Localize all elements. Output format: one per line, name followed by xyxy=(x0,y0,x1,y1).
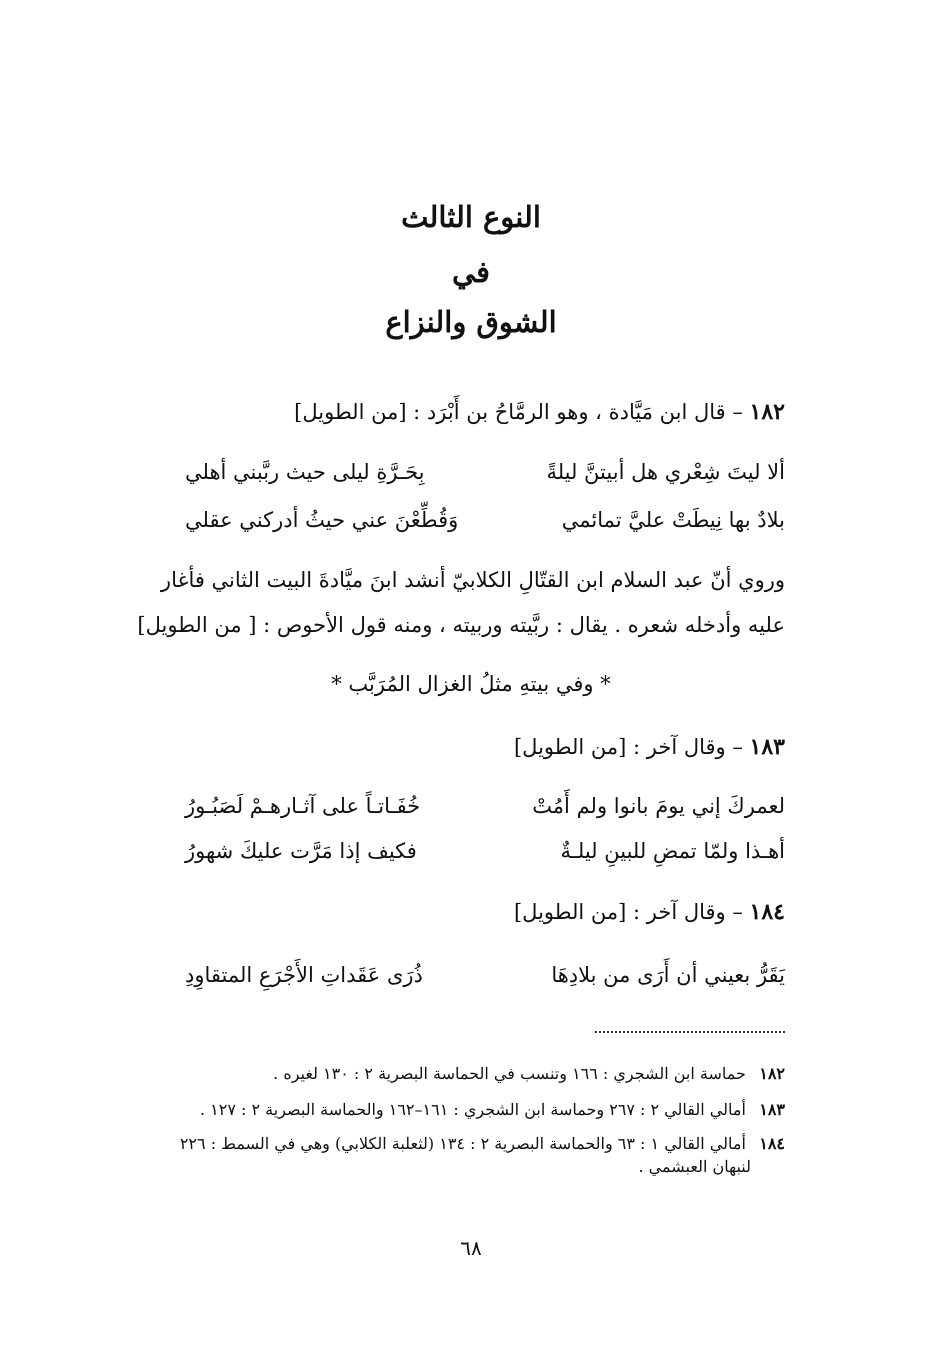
entry-number: ١٨٣ xyxy=(749,734,785,760)
verse-second-hemistich: خُفَـاتـاً على آثـارهـمْ لَصَبُـورُ xyxy=(185,794,421,818)
verse-line xyxy=(185,834,785,868)
verse-second-hemistich: فكيف إذا مَرَّت عليكَ شهورُ xyxy=(185,839,417,863)
verse-first-hemistich: لعمركَ إني يومَ بانوا ولم أَمُتْ xyxy=(532,794,785,818)
entry-number: ١٨٢ xyxy=(749,399,785,425)
verse-first-hemistich: يَقَرُّ بعيني أن أَرَى من بلادِهَا xyxy=(551,963,785,987)
entry-number: ١٨٤ xyxy=(749,899,785,925)
footnote-separator xyxy=(595,1031,785,1033)
footnote-continuation: لنبهان العبشمي . xyxy=(638,1157,751,1177)
prose-line: وروي أنّ عبد السلام ابن القتّالِ الكلابيّ أنشد ابنَ ميَّادةَ البيت الثاني فأغار xyxy=(160,568,785,592)
footnote-text: أمالي القالي ١ : ٦٣ والحماسة البصرية ٢ : ١٣٤ (لثعلبة الكلابي) وهي في السمط : ٢٢٦ xyxy=(179,1134,746,1153)
chapter-title-line-2: في xyxy=(451,255,491,289)
entry-182-intro xyxy=(294,398,785,427)
verse-first-hemistich: أهـذا ولمّا تمضِ للبينِ ليلـةٌ xyxy=(560,839,785,863)
prose-line: عليه وأدخله شعره . يقال : ربَّيته وربيته ، ومنه قول الأحوص : [ من الطويل] xyxy=(137,613,785,637)
verse-first-hemistich: بلادٌ بها نِيطَتْ عليَّ تمائمي xyxy=(561,508,785,532)
entry-intro-text: – وقال آخر : [من الطويل] xyxy=(513,900,743,924)
entry-intro-text: – قال ابن مَيَّادة ، وهو الرمَّاحُ بن أَبْرَد : [من الطويل] xyxy=(294,400,743,424)
entry-183-intro xyxy=(514,733,785,762)
page-number: ٦٨ xyxy=(460,1236,482,1260)
footnote xyxy=(145,1132,785,1178)
footnote-text: حماسة ابن الشجري : ١٦٦ وتنسب في الحماسة البصرية ٢ : ١٣٠ لغيره . xyxy=(273,1064,746,1083)
footnote xyxy=(145,1098,785,1121)
footnote-number: ١٨٤ xyxy=(759,1134,785,1153)
verse-line xyxy=(185,503,785,537)
verse-line xyxy=(185,455,785,489)
footnote-number: ١٨٣ xyxy=(759,1100,785,1119)
verse-line xyxy=(185,789,785,823)
entry-184-intro xyxy=(514,898,785,927)
footnote-number: ١٨٢ xyxy=(759,1064,785,1083)
verse-second-hemistich: وَقُطِّعْنَ عني حيثُ أدركني عقلي xyxy=(185,508,459,532)
footnote xyxy=(145,1062,785,1085)
verse-first-hemistich: ألا ليتَ شِعْري هل أبيتنَّ ليلةً xyxy=(546,460,785,484)
verse-second-hemistich: ذُرَى عَقَداتِ الأَجْرَعِ المتقاوِدِ xyxy=(185,963,423,987)
footnote-text: أمالي القالي ٢ : ٢٦٧ وحماسة ابن الشجري : ١٦١–١٦٢ والحماسة البصرية ٢ : ١٢٧ . xyxy=(199,1100,746,1119)
verse-second-hemistich: بِحَـرَّةِ ليلى حيث ربَّبني أهلي xyxy=(185,460,425,484)
entry-intro-text: – وقال آخر : [من الطويل] xyxy=(513,735,743,759)
verse-line xyxy=(185,958,785,992)
chapter-title-line-1: النوع الثالث xyxy=(401,200,541,234)
quoted-hemistich: * وفي بيتهِ مثلُ الغزال المُرَبَّب * xyxy=(331,672,611,696)
chapter-title-line-3: الشوق والنزاع xyxy=(385,305,557,339)
